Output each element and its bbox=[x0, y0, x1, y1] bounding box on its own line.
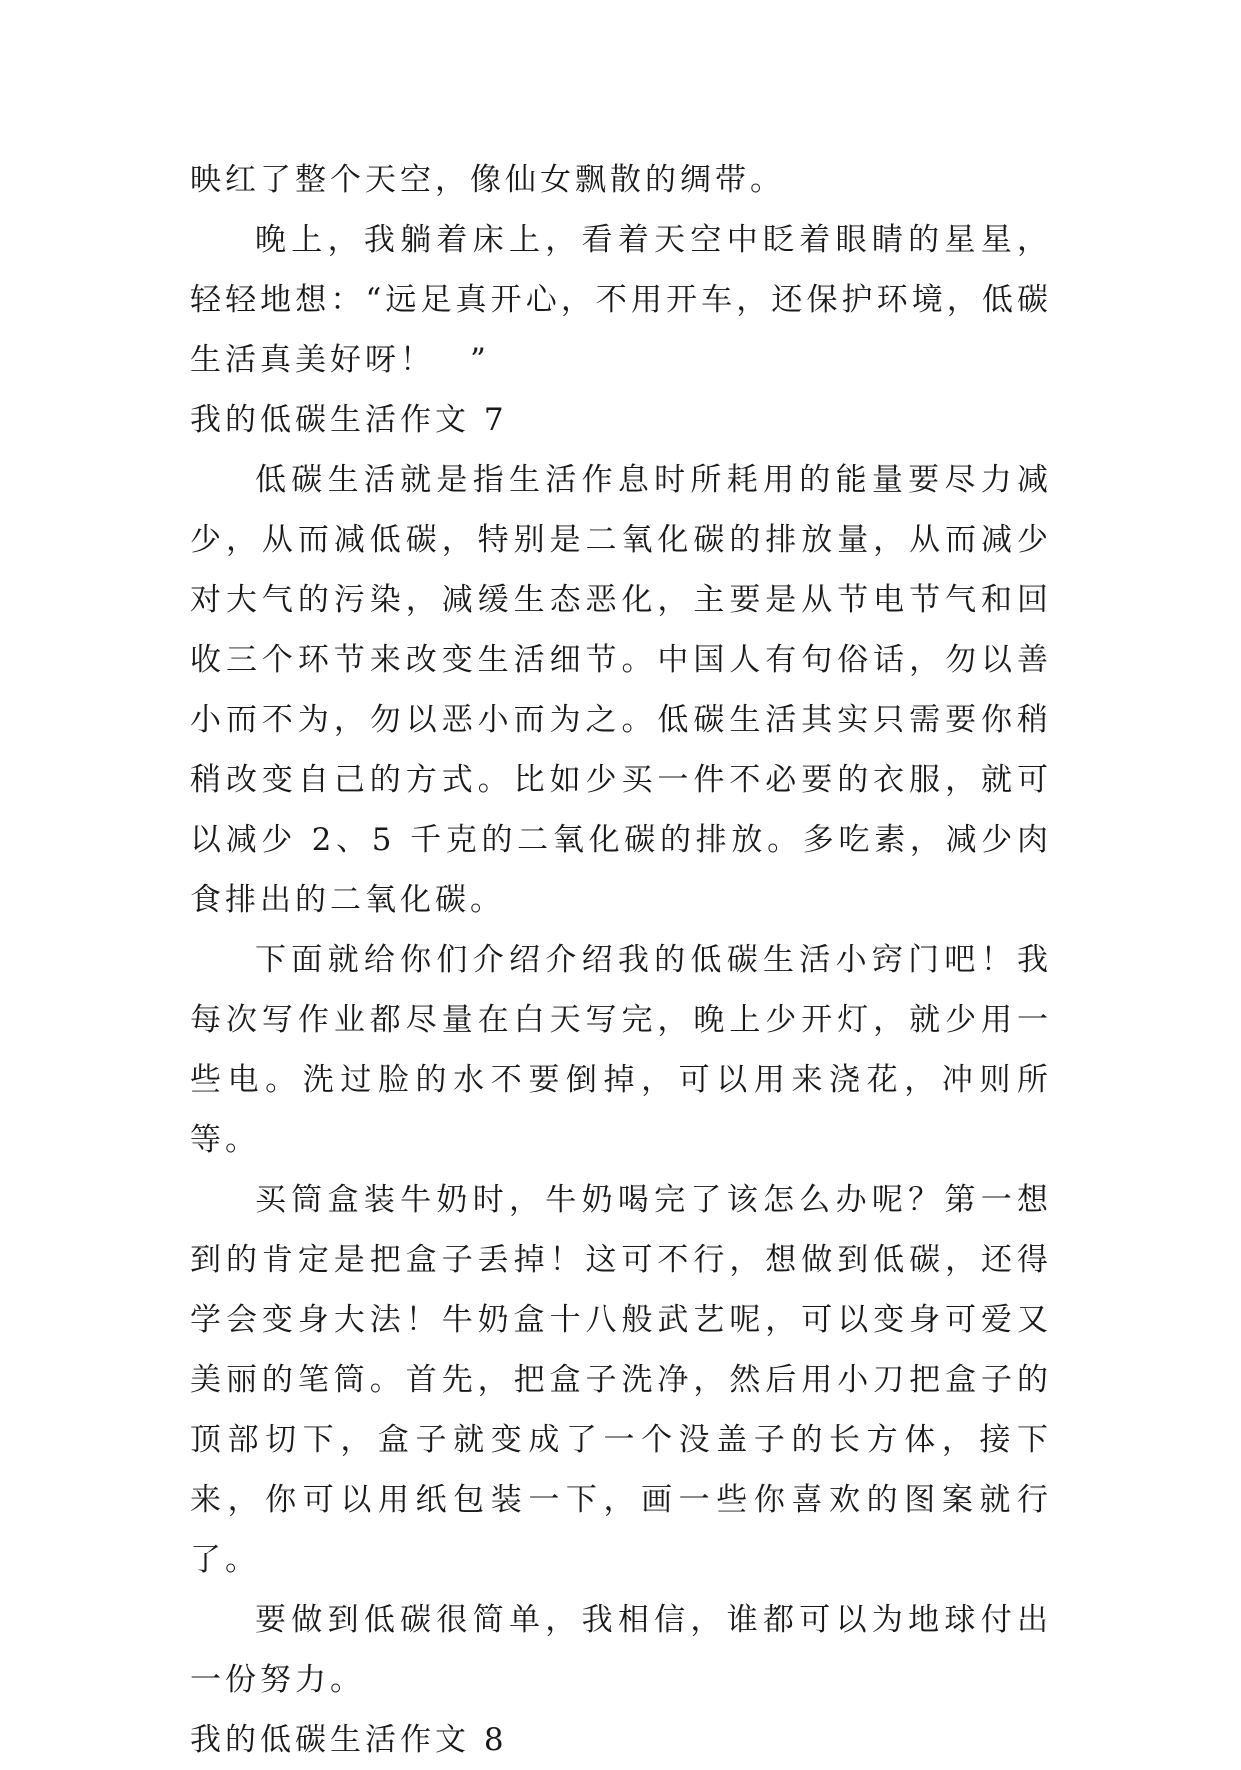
paragraph-tips: 下面就给你们介绍介绍我的低碳生活小窍门吧！我每次写作业都尽量在白天写完，晚上少开灯，就少用一些电。洗过脸的水不要倒掉，可以用来浇花，冲则所等。 bbox=[190, 942, 1052, 1158]
essay-heading-8: 我的低碳生活作文 8 bbox=[190, 1722, 508, 1758]
paragraph-conclusion: 要做到低碳很简单，我相信，谁都可以为地球付出一份努力。 bbox=[190, 1602, 1052, 1698]
paragraph-evening: 晚上，我躺着床上，看着天空中眨着眼睛的星星，轻轻地想：“远足真开心，不用开车，还保护环境，低碳生活真美好呀！ ” bbox=[190, 222, 1052, 378]
paragraph-continuation: 映红了整个天空，像仙女飘散的绸带。 bbox=[190, 162, 785, 198]
paragraph-milk-carton: 买筒盒装牛奶时，牛奶喝完了该怎么办呢？第一想到的肯定是把盒子丢掉！这可不行，想做到低碳，还得学会变身大法！牛奶盒十八般武艺呢，可以变身可爱又美丽的笔筒。首先，把盒子洗净，然后用小刀把盒子的顶部切下，盒子就变成了一个没盖子的长方体，接下来，你可以用纸包装一下，画一些你喜欢的图案就行了。 bbox=[190, 1182, 1052, 1578]
document-body bbox=[190, 150, 1052, 1770]
essay-heading-7: 我的低碳生活作文 7 bbox=[190, 402, 508, 438]
paragraph-low-carbon-definition: 低碳生活就是指生活作息时所耗用的能量要尽力减少，从而减低碳，特别是二氧化碳的排放量，从而减少对大气的污染，减缓生态恶化，主要是从节电节气和回收三个环节来改变生活细节。中国人有句俗话，勿以善小而不为，勿以恶小而为之。低碳生活其实只需要你稍稍改变自己的方式。比如少买一件不必要的衣服，就可以减少 2、5 千克的二氧化碳的排放。多吃素，减少肉食排出的二氧化碳。 bbox=[190, 462, 1052, 918]
